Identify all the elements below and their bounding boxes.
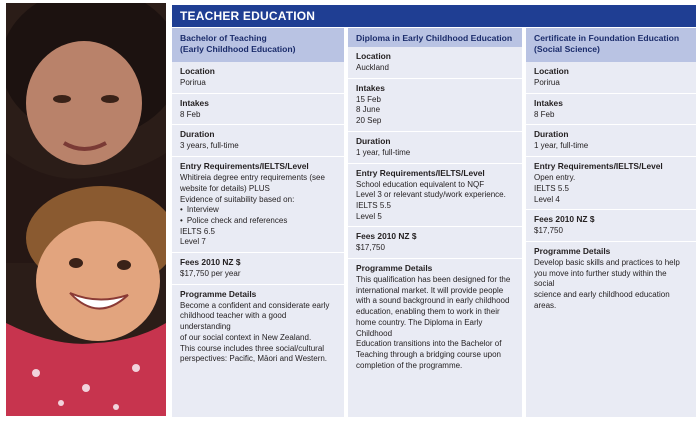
location-section xyxy=(348,47,522,79)
fees-section xyxy=(172,253,344,285)
intakes-label: Intakes xyxy=(534,97,563,108)
fees-value: $17,750 per year xyxy=(180,269,241,279)
duration-value: 1 year, full-time xyxy=(356,147,411,157)
details-line: Develop basic skills and practices to help xyxy=(534,257,680,267)
intakes-section xyxy=(348,79,522,132)
entry-line: School education equivalent to NQF xyxy=(356,179,485,189)
programme-column-bachelor xyxy=(172,28,344,417)
entry-line: Level 5 xyxy=(356,211,382,221)
intake-date: 8 Feb xyxy=(534,109,555,119)
details-line: of our social context in New Zealand. xyxy=(180,332,312,342)
entry-bullet: • Interview xyxy=(180,205,336,216)
intakes-section xyxy=(526,94,696,126)
intake-date: 8 Feb xyxy=(180,109,201,119)
details-line: science and early childhood education areas. xyxy=(534,290,670,310)
details-line: Teaching through a bridging course upon xyxy=(356,349,501,359)
location-label: Location xyxy=(534,66,569,76)
entry-section xyxy=(348,164,522,228)
fees-value: $17,750 xyxy=(534,226,563,236)
programme-title xyxy=(172,28,344,62)
section-title: TEACHER EDUCATION xyxy=(180,9,316,23)
entry-line: website for details) PLUS xyxy=(180,183,270,193)
intakes-section xyxy=(172,94,344,126)
photo-teacher-and-child xyxy=(6,3,166,416)
details-line: This course includes three social/cultural xyxy=(180,343,325,353)
details-line: education, enabling them to work in their xyxy=(356,307,500,317)
details-line: This qualification has been designed for the xyxy=(356,275,511,285)
fees-label: Fees 2010 NZ $ xyxy=(356,231,417,242)
duration-value: 3 years, full-time xyxy=(180,141,239,151)
programme-title-line: (Social Science) xyxy=(534,44,600,54)
duration-section xyxy=(526,125,696,157)
details-label: Programme Details xyxy=(356,263,433,274)
details-line: you move into further study within the social xyxy=(534,268,667,289)
programme-title xyxy=(526,28,696,62)
programme-title-line: Bachelor of Teaching xyxy=(180,33,267,43)
details-line: Become a confident and considerate early xyxy=(180,300,330,310)
fees-section xyxy=(348,227,522,259)
details-label: Programme Details xyxy=(534,245,611,256)
duration-label: Duration xyxy=(180,129,215,140)
duration-section xyxy=(348,132,522,164)
entry-line: IELTS 6.5 xyxy=(180,226,215,236)
programme-title-line: Certificate in Foundation Education xyxy=(534,33,680,43)
entry-label: Entry Requirements/IELTS/Level xyxy=(356,167,485,178)
fees-label: Fees 2010 NZ $ xyxy=(180,257,241,268)
intakes-label: Intakes xyxy=(356,82,385,93)
fees-value: $17,750 xyxy=(356,243,385,253)
details-line: international market. It will provide people xyxy=(356,285,504,295)
programme-column-diploma xyxy=(348,28,522,417)
location-label: Location xyxy=(356,51,391,61)
fees-label: Fees 2010 NZ $ xyxy=(534,214,595,225)
details-section xyxy=(172,285,344,369)
location-value: Auckland xyxy=(356,63,389,72)
location-value: Porirua xyxy=(534,78,560,87)
programme-column-certificate xyxy=(526,28,696,417)
entry-line: Whitireia degree entry requirements (see xyxy=(180,173,325,183)
intake-date: 15 Feb xyxy=(356,94,381,104)
section-header xyxy=(172,5,696,27)
duration-value: 1 year, full-time xyxy=(534,141,589,151)
details-line: completion of the programme. xyxy=(356,360,463,370)
details-line: Education transitions into the Bachelor of xyxy=(356,339,502,349)
details-label: Programme Details xyxy=(180,288,257,299)
entry-section xyxy=(526,157,696,210)
details-line: with a sound background in early childhood xyxy=(356,296,510,306)
duration-section xyxy=(172,125,344,157)
entry-label: Entry Requirements/IELTS/Level xyxy=(180,161,309,172)
entry-line: Open entry. xyxy=(534,173,576,183)
fees-section xyxy=(526,210,696,242)
entry-line: Level 4 xyxy=(534,194,560,204)
entry-line: IELTS 5.5 xyxy=(534,183,569,193)
location-value: Porirua xyxy=(180,78,206,87)
entry-line: Level 7 xyxy=(180,237,206,247)
intake-date: 20 Sep xyxy=(356,116,382,126)
location-section xyxy=(172,62,344,94)
details-line: perspectives: Pacific, Māori and Western. xyxy=(180,354,328,364)
details-line: home country. The Diploma in Early Childhood xyxy=(356,317,483,338)
programme-title-line: Diploma in Early Childhood Education xyxy=(356,33,513,43)
entry-label: Entry Requirements/IELTS/Level xyxy=(534,161,663,172)
location-section xyxy=(526,62,696,94)
entry-section xyxy=(172,157,344,253)
details-section xyxy=(348,259,522,375)
intake-date: 8 June xyxy=(356,105,381,115)
duration-label: Duration xyxy=(356,135,391,146)
entry-line: Evidence of suitability based on: xyxy=(180,194,295,204)
details-line: childhood teacher with a good understanding xyxy=(180,311,287,332)
programme-title-line: (Early Childhood Education) xyxy=(180,44,296,54)
programme-title xyxy=(348,28,522,47)
entry-line: Level 3 or relevant study/work experience. xyxy=(356,190,506,200)
details-section xyxy=(526,242,696,316)
location-label: Location xyxy=(180,66,215,76)
duration-label: Duration xyxy=(534,129,569,140)
entry-bullet: • Police check and references xyxy=(180,216,336,227)
photo-illustration xyxy=(6,3,166,416)
entry-line: IELTS 5.5 xyxy=(356,200,391,210)
intakes-label: Intakes xyxy=(180,97,209,108)
